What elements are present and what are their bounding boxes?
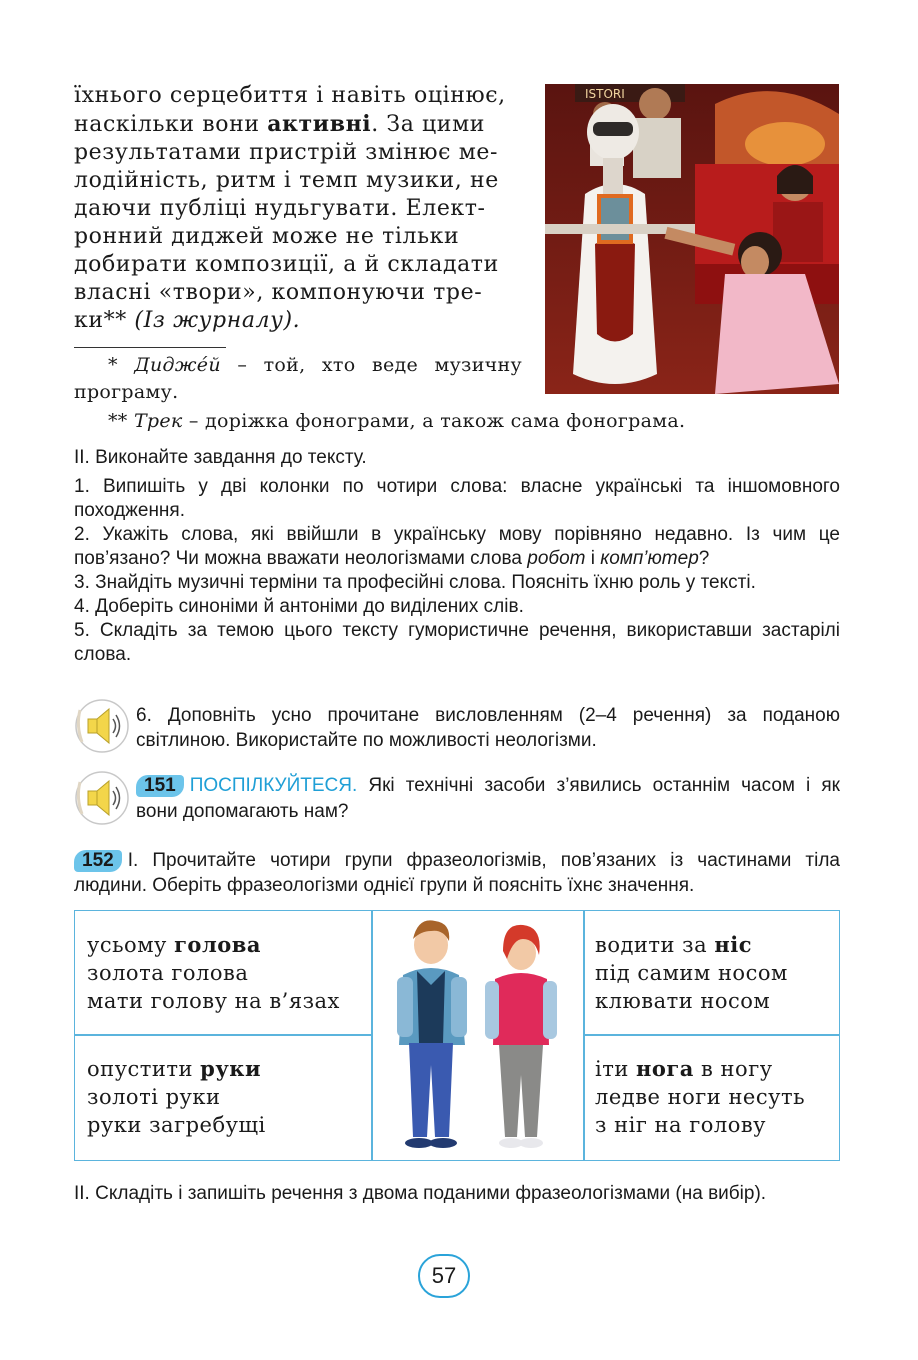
phrase: ледве ноги несуть: [595, 1085, 806, 1109]
article-line: [74, 110, 524, 139]
highlighted-word: активні: [267, 111, 372, 137]
phrase-group-head: [75, 911, 371, 1034]
key-word: голова: [174, 932, 261, 957]
phrase: руки загребущі: [87, 1113, 266, 1137]
text-run: наскільки вони: [74, 112, 268, 137]
task-5: 5. Складіть за темою цього тексту гумористичне речення, використавши застарілі слова.: [74, 620, 840, 665]
text-run: ки**: [74, 308, 135, 333]
exercise-title: ПОСПІЛКУЙТЕСЯ.: [189, 775, 358, 796]
key-word: руки: [200, 1056, 262, 1081]
girl-figure: [485, 925, 557, 1148]
task-heading: ІІ. Виконайте завдання до тексту.: [74, 447, 367, 468]
phraseologism-table: [74, 910, 840, 1161]
source-citation: (Із журналу).: [134, 308, 301, 333]
footnote-definition: – той, хто веде музичну програму.: [74, 354, 522, 403]
article-line: лодійність, ритм і темп музики, не: [74, 168, 499, 193]
task-1: 1. Випишіть у дві колонки по чотири слова: власне українські та іншомовного походження.: [74, 476, 840, 521]
article-line: даючи публіці нудьгувати. Елект-: [74, 196, 486, 221]
exercise-number-badge: 152: [74, 850, 122, 872]
task-4: 4. Доберіть синоніми й антоніми до виділених слів.: [74, 596, 524, 617]
example-word: комп’ютер: [600, 548, 699, 569]
text-run: ?: [698, 548, 710, 569]
phrase: [87, 1055, 371, 1083]
robot-photo-illustration: [545, 84, 839, 394]
key-word: нога: [636, 1056, 694, 1081]
article-line: результатами пристрій змінює ме-: [74, 140, 499, 165]
boy-figure: [397, 920, 467, 1148]
article-line: [74, 307, 524, 335]
phrase: [595, 1055, 839, 1083]
phrase: золоті руки: [87, 1085, 221, 1109]
article-line: ронний диджей може не тільки: [74, 224, 460, 249]
phrase-group-legs: [583, 1035, 839, 1160]
footnote-track: [74, 408, 844, 435]
phrase: [87, 931, 371, 959]
footnote-term: * Диджéй: [108, 354, 221, 376]
article-line: добирати композиції, а й складати: [74, 252, 499, 277]
footnote-divider: [74, 347, 226, 348]
phrase: мати голову на в’язах: [87, 989, 340, 1013]
phrase: золота голова: [87, 961, 249, 985]
exercise-text: І. Прочитайте чотири групи фразеологізмів, пов’язаних із частинами тіла людини. Оберіть фразеологізми однієї групи й поясніть їхнє значення.: [74, 850, 840, 896]
text-run: іти: [595, 1057, 637, 1081]
text-run: водити за: [595, 933, 715, 957]
footnote-term: ** Трек: [108, 410, 183, 432]
teens-illustration: [373, 915, 581, 1157]
footnote-definition: – доріжка фонограми, а також сама фонограма.: [182, 410, 686, 432]
exercise-151: [136, 773, 840, 825]
speaking-task-icon: [74, 770, 130, 826]
phrase: клювати носом: [595, 989, 771, 1013]
footnote-dj: [74, 352, 522, 406]
key-word: ніс: [714, 932, 752, 957]
text-run: . За цими: [371, 112, 486, 137]
task-2: [74, 523, 840, 571]
exercise-152-task-2: ІІ. Складіть і запишіть речення з двома поданими фразеологізмами (на вибір).: [74, 1183, 767, 1204]
article-line: їхнього серцебиття і навіть оцінює,: [74, 83, 506, 108]
exercise-152: [74, 848, 840, 898]
phrase-group-nose: [583, 911, 839, 1034]
phrase: під самим носом: [595, 961, 788, 985]
text-run: опустити: [87, 1057, 201, 1081]
article-line: власні «твори», компонуючи тре-: [74, 280, 483, 305]
robot-waiter-photo: [545, 84, 839, 394]
text-run: усьому: [87, 933, 175, 957]
text-run: в ногу: [693, 1057, 773, 1081]
phrase: з ніг на голову: [595, 1113, 767, 1137]
task-3: 3. Знайдіть музичні терміни та професійні слова. Поясніть їхню роль у тексті.: [74, 572, 756, 593]
phrase-group-hands: [75, 1035, 371, 1160]
exercise-text: Які технічні засоби з’явились останнім часом і як вони допомагають нам?: [136, 775, 840, 822]
text-run: і: [585, 548, 601, 569]
task-list: [74, 446, 840, 667]
text-run: 2. Укажіть слова, які ввійшли в українську мову порівняно недавно. Із чим це пов’язано? Чи можна вважати неологізмами слова: [74, 524, 840, 569]
phrase: [595, 931, 839, 959]
exercise-number-badge: 151: [136, 775, 184, 797]
example-word: робот: [527, 548, 586, 569]
task-6: 6. Доповніть усно прочитане висловленням (2–4 речення) за поданою світлиною. Використайте по можливості неологізми.: [136, 705, 840, 751]
sign-text: ISTORI: [585, 87, 625, 101]
article-text: [74, 82, 524, 335]
page-number: 57: [418, 1254, 470, 1298]
speaking-task-icon: [74, 698, 130, 754]
